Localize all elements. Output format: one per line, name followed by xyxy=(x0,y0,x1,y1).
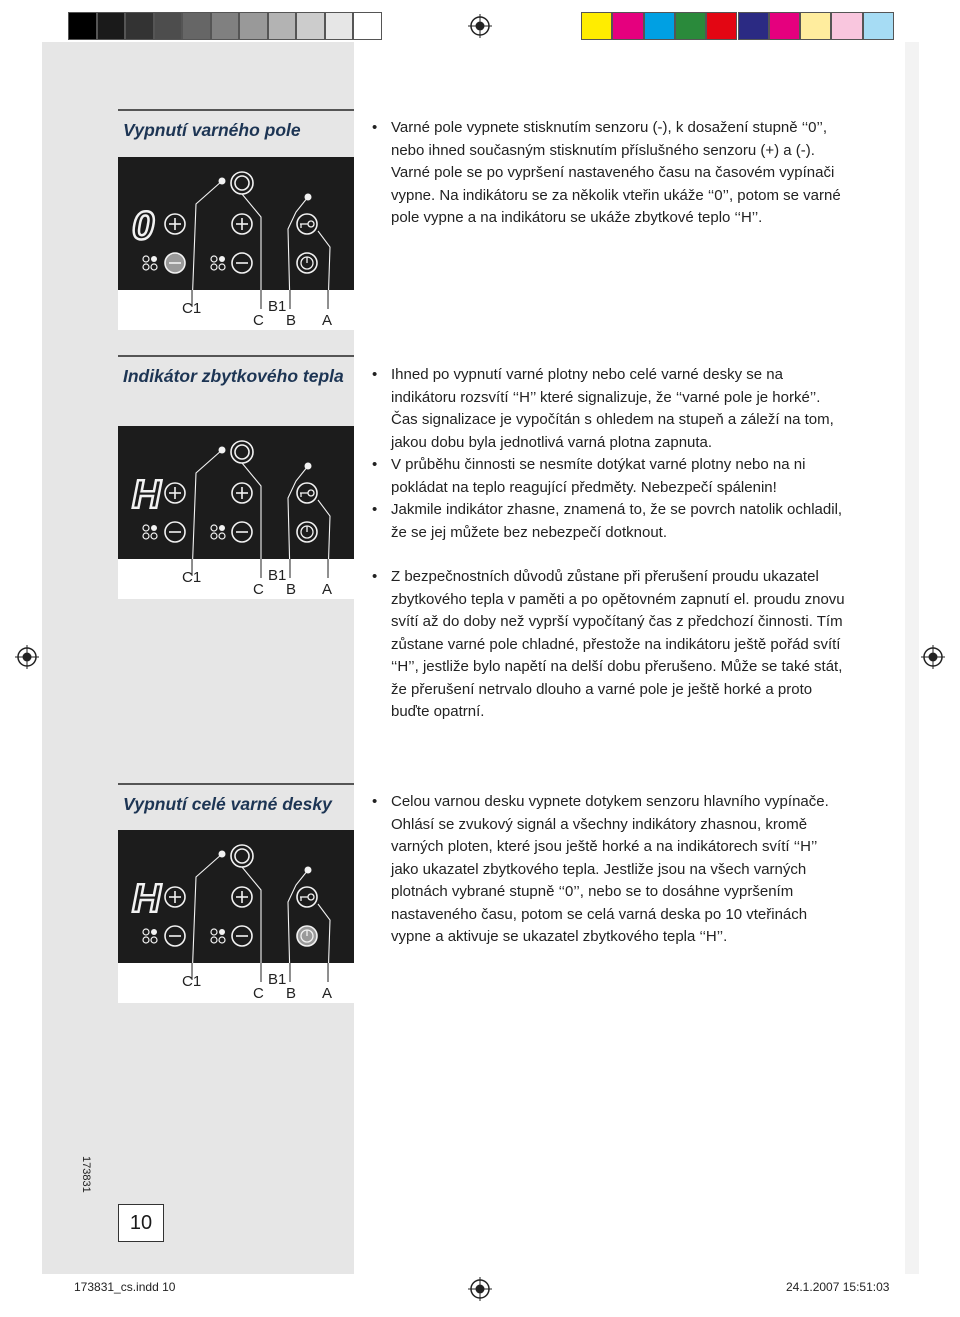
gray-swatch xyxy=(239,12,268,40)
gray-swatch xyxy=(353,12,382,40)
color-swatch xyxy=(581,12,612,40)
label-b: B xyxy=(286,985,297,1002)
label-b1: B1 xyxy=(268,298,287,315)
gray-swatch xyxy=(154,12,183,40)
gray-swatch xyxy=(68,12,97,40)
color-swatch xyxy=(863,12,894,40)
gray-swatch xyxy=(182,12,211,40)
bullet-paragraph: • Z bezpečnostních důvodů zůstane při přerušení proudu ukazatel zbytkového tepla v paměti a po opětovném zapnutí el. proudu znovu svítí až do doby než vyprší vypočítaný čas z předchozí činnosti. Tím zůstane varné pole chladné, přestože na indikátoru ještě pořád svítí ‘‘H’’, jestliže bylo napětí na delší dobu přerušeno. Může se také stát, že přerušení netrvalo dlouho a varné pole je ještě horké a proto buďte opatrní. xyxy=(372,566,847,724)
label-b: B xyxy=(286,581,297,598)
leader-line xyxy=(192,181,222,307)
registration-mark-icon xyxy=(468,1277,492,1301)
bullet-paragraph: • V průběhu činnosti se nesmíte dotýkat varné plotny nebo na ni pokládat na teplo reagující předměty. Nebezpečí spálenin! xyxy=(372,454,847,499)
bullet-paragraph: • Jakmile indikátor zhasne, znamená to, že se povrch natolik ochladil, že se jej můžete bez nebezpečí dotknout. xyxy=(372,499,847,544)
gray-swatch xyxy=(97,12,126,40)
display-digit: H xyxy=(132,877,161,921)
color-swatch xyxy=(706,12,737,40)
bullet-paragraph: • Celou varnou desku vypnete dotykem senzoru hlavního vypínače. Ohlásí se zvukový signál a všechny indikátory zhasnou, kromě varných ploten, které jsou ještě horké a na indikátorech svítí ‘‘H’’ jako ukazatel zbytkového tepla. Jestliže jsou na všech varných plotnách vybrané stupně ‘‘0’’, nebo se to dosáhne vypršením nastaveného času, potom se celá varná deska po 10 vteřinách vypne a aktivuje se ukazatel zbytkového tepla ‘‘H’’. xyxy=(372,791,847,949)
gray-swatch xyxy=(325,12,354,40)
label-c: C xyxy=(253,985,264,1002)
leader-line xyxy=(242,194,261,307)
right-margin-strip xyxy=(905,42,919,1274)
leader-line xyxy=(192,854,222,980)
gray-swatch xyxy=(211,12,240,40)
registration-mark-icon xyxy=(468,14,492,38)
label-b: B xyxy=(286,312,297,329)
cooking-zone-icon xyxy=(211,929,225,943)
label-a: A xyxy=(322,312,333,329)
label-b1: B1 xyxy=(268,971,287,988)
label-a: A xyxy=(322,581,333,598)
registration-mark-icon xyxy=(921,645,945,669)
display-digit: H xyxy=(132,473,161,517)
label-a: A xyxy=(322,985,333,1002)
color-swatch xyxy=(831,12,862,40)
color-swatch xyxy=(612,12,643,40)
section-text-switch-off-zone xyxy=(372,117,847,230)
cooking-zone-icon xyxy=(143,929,157,943)
color-swatch xyxy=(675,12,706,40)
color-swatch xyxy=(800,12,831,40)
cooking-zone-icon xyxy=(143,256,157,270)
label-c: C xyxy=(253,581,264,598)
label-c: C xyxy=(253,312,264,329)
cooking-zone-icon xyxy=(211,256,225,270)
display-digit: 0 xyxy=(132,204,155,248)
bullet-paragraph: • Varné pole vypnete stisknutím senzoru (-), k dosažení stupně ‘‘0’’, nebo ihned současným stisknutím příslušného senzoru (+) a (-). Varné pole se po vypršení nastaveného času na časovém vypínači vypne. Na indikátoru se za několik vteřin ukáže ‘‘0’’, potom se varné pole vypne a na indikátoru se ukáže zbytkové teplo ‘‘H’’. xyxy=(372,117,847,230)
cooking-zone-icon xyxy=(143,525,157,539)
label-b1: B1 xyxy=(268,567,287,584)
section-title-residual-heat: Indikátor zbytkového tepla xyxy=(118,355,354,387)
section-text-residual-heat xyxy=(372,364,847,724)
footer-file-info: 173831_cs.indd 10 xyxy=(74,1280,176,1294)
label-c1: C1 xyxy=(182,973,202,990)
gray-swatch xyxy=(125,12,154,40)
section-text-switch-off-hob xyxy=(372,791,847,949)
leader-line xyxy=(192,450,222,576)
registration-mark-icon xyxy=(15,645,39,669)
color-swatch xyxy=(738,12,769,40)
page-number: 10 xyxy=(118,1204,164,1242)
label-c1: C1 xyxy=(182,569,202,586)
color-swatch xyxy=(769,12,800,40)
color-swatch xyxy=(644,12,675,40)
cooking-zone-icon xyxy=(211,525,225,539)
gray-swatch xyxy=(296,12,325,40)
section-title-switch-off-hob: Vypnutí celé varné desky xyxy=(118,783,354,815)
label-c1: C1 xyxy=(182,300,202,317)
gray-swatch xyxy=(268,12,297,40)
section-title-switch-off-zone: Vypnutí varného pole xyxy=(118,109,354,141)
leader-line xyxy=(242,463,261,576)
document-code: 173831 xyxy=(80,1156,92,1193)
footer-timestamp: 24.1.2007 15:51:03 xyxy=(786,1280,890,1294)
leader-line xyxy=(242,867,261,980)
bullet-paragraph: • Ihned po vypnutí varné plotny nebo celé varné desky se na indikátoru rozsvítí ‘‘H’’ které signalizuje, že ‘‘varné pole je horké’’. Čas signalizace je vypočítán s ohledem na stupeň a záleží na tom, jakou dobu byla jednotlivá varná plotna zapnuta. xyxy=(372,364,847,454)
